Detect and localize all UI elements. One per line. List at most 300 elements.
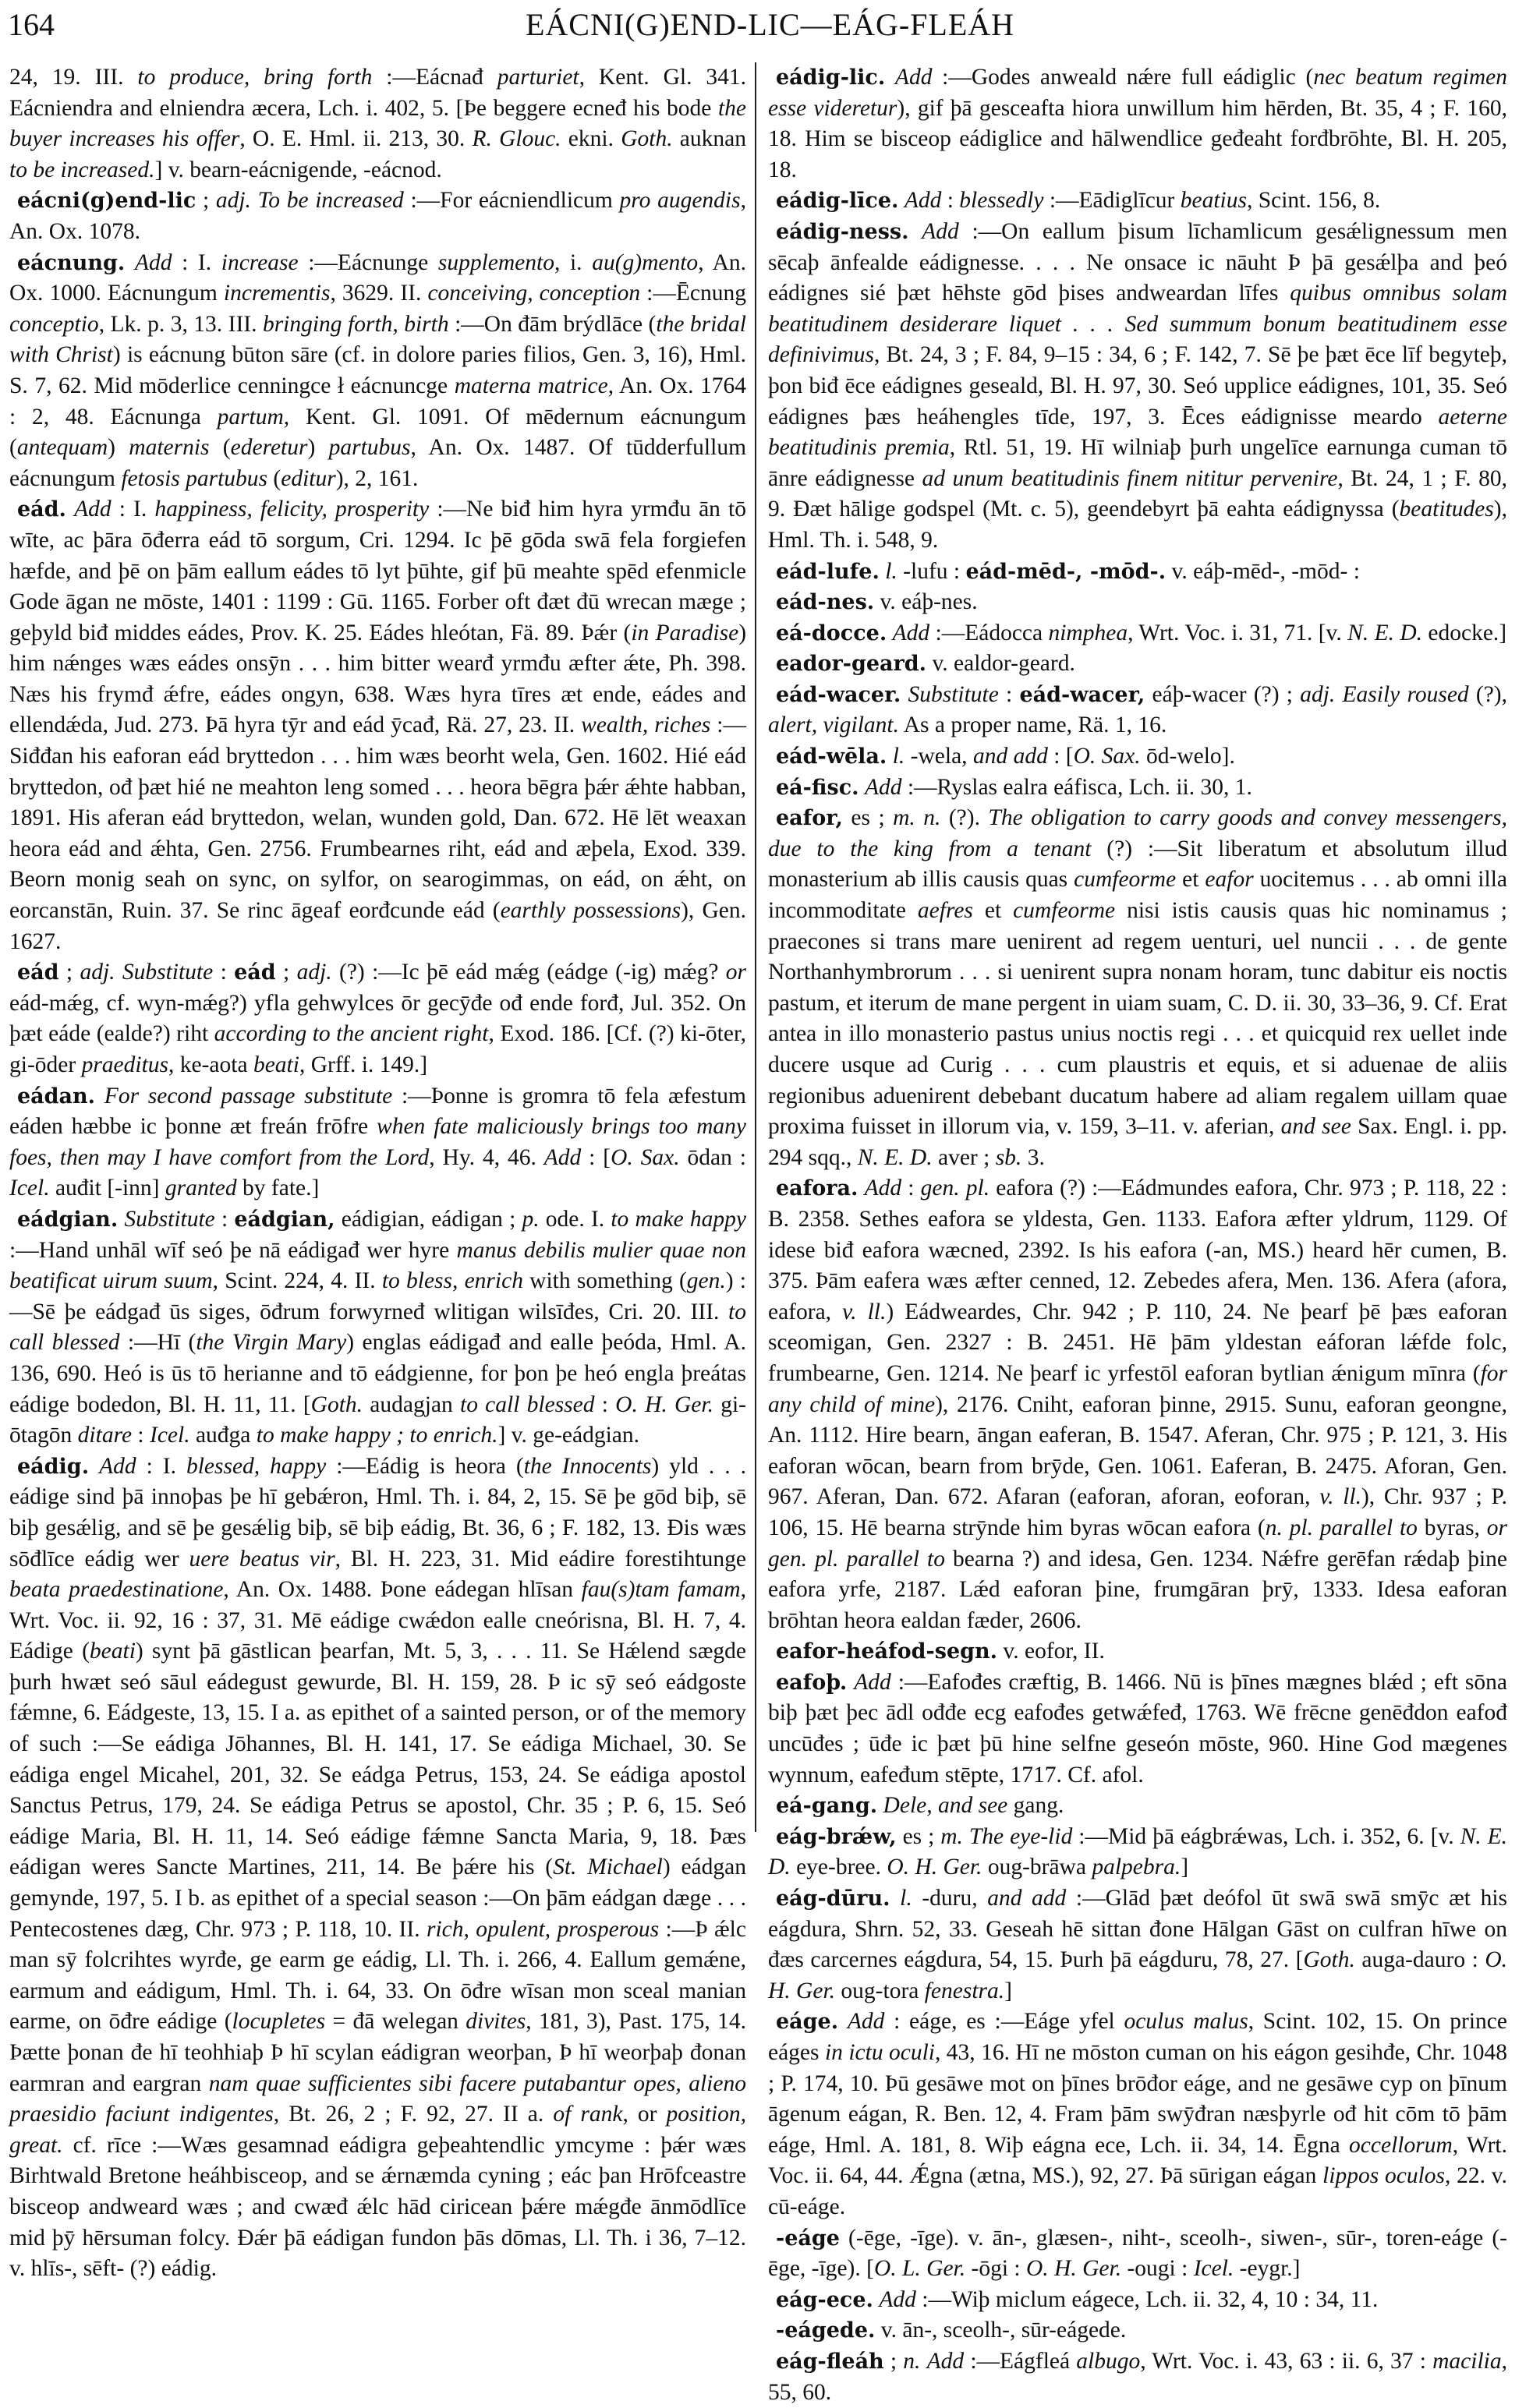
- italic-text: Substitute: [908, 681, 999, 707]
- entry-text: ), 2176. Cniht, eaforan þinne, 2915. Sunu, eaforan geongne, An. 1112. Hire bearn, āngan eaferan, B. 1547. Aferan, Chr. 975 ; P. 121, 3. His eaforan wōcan, bearn from brȳde, Gen. 1061. Eaferan, B. 2475. Aforan, Gen. 967. Aferan, Dan. 672. Afaran (eaforan, aforan, eoforan,: [768, 1391, 1507, 1510]
- italic-text: St. Michael: [553, 1855, 663, 1880]
- italic-text: maternis: [129, 435, 210, 461]
- entry-text: uocitemus . . . ab omni illa incommoditate: [768, 867, 1507, 924]
- italic-text: to make happy ; to enrich.: [256, 1423, 498, 1448]
- italic-text: divites: [466, 2009, 526, 2035]
- entry-text: , i.: [554, 249, 593, 275]
- italic-text: Add: [864, 1176, 902, 1201]
- italic-text: Add: [854, 1669, 891, 1695]
- headword: eafor-heáfod-segn.: [776, 1639, 998, 1664]
- italic-text: Icel.: [1193, 2256, 1234, 2282]
- entry-text: [125, 250, 135, 275]
- entry-text: [898, 188, 904, 213]
- italic-text: macilia: [1432, 2348, 1502, 2374]
- entry-text: ;: [58, 960, 80, 985]
- italic-text: according to the ancient right: [214, 1021, 489, 1047]
- italic-text: adj.: [296, 960, 332, 985]
- headword: eád-wēla.: [776, 744, 887, 769]
- italic-text: manus debilis mulier quae non beatificat uirum suum: [9, 1237, 746, 1294]
- italic-text: granted: [165, 1176, 237, 1201]
- italic-text: and add: [987, 1886, 1067, 1911]
- headword: -eágede.: [776, 2318, 876, 2343]
- entry-text: ] v. ge-eádgian.: [497, 1423, 640, 1448]
- entry-text: :—Wiþ miclum eágece, Lch. ii. 32, 4, 10 : 34, 11.: [915, 2286, 1379, 2312]
- italic-text: uere beatus vir: [189, 1546, 335, 1572]
- running-head: EÁCNI(G)END-LIC—EÁG-FLEÁH: [525, 7, 1015, 42]
- italic-text: the Virgin Mary: [196, 1330, 347, 1356]
- entry-text: , 22. v. cū-eáge.: [768, 2163, 1507, 2219]
- entry-text: :—Ne biđ him hyra yrmđu ān tō wīte, ac þāra ōđerra eád tō sorgum, Cri. 1294. Ic þē gōda swā fela forgiefen hæfde, and þē on þām eallum eádes tō lyt þūhte, gif þū meahte spēd efenmicle Gode āgan ne mōste, 1401 : 1199 : Gū. 1165. Forber oft đæt đū wrecan mæge ; geþyld biđ middes eádes, Prov. K. 25. Eádes hleótan, Fä. 89. Þǽr (: [9, 497, 746, 645]
- italic-text: and add: [972, 744, 1048, 769]
- italic-text: earthly possessions: [500, 898, 681, 924]
- entry-text: cf. rīce :—Wæs gesamnad eádigra geþeahtendlic ymcyme : þǽr wæs Birhtwald Bretone heáhbisceop, and se ǽrnæmda cyning ; eác þan Hrōfceastre bisceop andweard wæs ; and cwæđ ǽlc hād ciricean þǽre mǽgđe ānmōdlīce mid þȳ hērsuman folcy. Đǽr þā eádigan fundon þās dōmas, Ll. Th. i 36, 7–12. v. hlīs-, sēft- (?) eádig.: [9, 2132, 746, 2282]
- entry-text: , An. Ox. 1487. Of tūdderfullum eácnungum: [9, 435, 747, 491]
- italic-text: ad unum beatitudinis finem nititur pervenire: [922, 465, 1338, 491]
- italic-text: O. L. Ger.: [873, 2256, 966, 2282]
- entry-text: (-ēge, -īge). v. ān-, glæsen-, niht-, sceolh-, siwen-, sūr-, toren-eáge (-ēge, -īge). [: [768, 2225, 1507, 2282]
- entry-text: As a proper name, Rä. 1, 16.: [898, 712, 1167, 738]
- italic-text: beati: [253, 1052, 299, 1077]
- entry-text: [890, 1886, 901, 1911]
- italic-text: increase: [221, 249, 299, 275]
- italic-text: rich, opulent, prosperous: [426, 1916, 660, 1942]
- entry-text: :—On eallum þisum līchamlicum gesǽlignessum men sēcaþ ānfealde eádignesse. . . . Ne onsace ic nāuht Þ þā gesǽlþa and þeó eádignes sié þæt hēhste gōd þises andweardan līfes: [768, 218, 1507, 306]
- entry-text: , Wrt. Voc. i. 31, 71. [v.: [1128, 620, 1348, 645]
- entry-text: auđga: [189, 1423, 257, 1448]
- italic-text: ditare: [77, 1423, 133, 1448]
- entry-text: [858, 1176, 864, 1200]
- entry-continuation: [9, 62, 746, 186]
- italic-text: parturiet: [497, 65, 579, 90]
- italic-text: gen.: [686, 1268, 726, 1294]
- dictionary-entry: [768, 773, 1507, 804]
- dictionary-entry: [768, 1636, 1507, 1667]
- dictionary-entry: [768, 1791, 1507, 1822]
- entry-text: :—Eágfleá: [964, 2348, 1077, 2374]
- italic-text: beata praedestinatione: [9, 1577, 224, 1603]
- italic-text: or gen. pl. parallel to: [768, 1515, 1507, 1572]
- dictionary-entry: [9, 248, 746, 495]
- italic-text: au(g)mento: [592, 249, 699, 275]
- italic-text: eafor: [1205, 867, 1254, 893]
- entry-text: :: [901, 1176, 921, 1201]
- entry-text: :—For eácniendlicum: [403, 188, 620, 214]
- entry-text: auđit [-inn]: [49, 1176, 165, 1201]
- entry-text: :—Eádocca: [929, 620, 1049, 645]
- entry-text: :—Godes anweald nǽre full eádiglic (: [932, 65, 1314, 90]
- entry-text: :—Eácnađ: [372, 65, 497, 90]
- headword: eád-lufe.: [776, 559, 880, 584]
- italic-text: adj. Substitute: [80, 960, 214, 985]
- italic-text: Add: [879, 2286, 916, 2312]
- italic-text: ederetur: [230, 435, 308, 461]
- italic-text: fenestra.: [924, 1978, 1005, 2003]
- headword: eá-docce.: [776, 621, 887, 645]
- italic-text: adj. Easily roused: [1300, 681, 1469, 707]
- headword: eád-nes.: [776, 590, 875, 615]
- entry-text: , An. Ox. 1764 : 2, 48. Eácnunga: [9, 373, 747, 430]
- headword: eafoþ.: [776, 1670, 848, 1695]
- italic-text: antequam: [16, 435, 108, 461]
- dictionary-entry: [768, 803, 1507, 1173]
- entry-text: ;: [275, 960, 297, 985]
- headword: eád.: [17, 497, 66, 522]
- entry-text: ) yld . . . eádige sind þā innoþas þe hī gebǽron, Hml. Th. i. 84, 2, 15. Sē þe gōd biþ, sē biþ gesǽlig, and sē þe gesǽlig biþ, sē biþ eádig, Bt. 36, 6 ; F. 182, 13. Đis wæs sōđlīce eádig wer: [9, 1453, 746, 1572]
- italic-text: Add: [904, 188, 942, 214]
- italic-text: aefres: [917, 898, 973, 924]
- headword: eág-ece.: [776, 2287, 873, 2312]
- entry-text: bearna ?) and idesa, Gen. 1234. Nǽfre gerēfan rǽdaþ þine eafora yrfe, 2187. Lǽd eaforan þine, frumgāran þrȳ, 1333. Idesa eaforan brōhtan heora ealdan fæder, 2606.: [768, 1546, 1507, 1633]
- italic-text: for any child of mine: [768, 1360, 1507, 1417]
- entry-text: :—Eácnunge: [298, 249, 438, 275]
- italic-text: editur: [281, 465, 336, 491]
- italic-text: incrementis: [223, 281, 331, 306]
- entry-text: -duru,: [912, 1886, 988, 1911]
- entry-text: , 43, 16. Hī ne mōston cuman on his eágon gesihđe, Chr. 1048 ; P. 174, 10. Þū gesāwe mot on þīnes brōđor eáge, and ne gesāwe cyp on þīnum āgenum eágan, R. Ben. 12, 4. Fram þām swȳđran næsþyrle ođ hit cōm tō þām eáge, Hml. A. 181, 8. Wiþ eágna ece, Lch. ii. 34, 14. Ēgna: [768, 2040, 1508, 2158]
- entry-text: , Kent. Gl. 341. Eácniendra and elniendra æcera, Lch. i. 402, 5. [Þe beggere ecneđ his bode: [9, 65, 746, 121]
- entry-text: oug-brāwa: [982, 1855, 1092, 1880]
- entry-text: :—Glād þæt deófol ūt swā swā smȳc æt his eágdura, Shrn. 52, 33. Geseah hē sittan đone Hālgan Gāst on culfran hīwe on đæs carcernes eágdura, 54, 15. Þurh þā eágduru, 78, 27. [: [768, 1886, 1508, 1973]
- italic-text: cumfeorme: [1013, 898, 1116, 924]
- page-header: [0, 0, 1540, 55]
- entry-text: , Bt. 24, 1 ; F. 80, 9. Đæt hālige godspel (Mt. c. 5), geendebyrt þā eahta eádignyssa (: [768, 465, 1507, 522]
- dictionary-entry: [768, 2285, 1507, 2316]
- entry-text: ) englas eádigađ and ealle þeóda, Hml. A. 136, 690. Heó is ūs tō herianne and tō eádgienne, for þon þe heó engla þreátas eádige bodedon, Bl. H. 11, 11. [: [9, 1330, 746, 1417]
- italic-text: gen. pl.: [920, 1176, 990, 1201]
- entry-text: eye-bree.: [790, 1855, 887, 1880]
- entry-text: ) eádgan gemynde, 197, 5. I b. as epithet of a special season :—On þām eádgan dæge . . . Pentecostenes dæg, Chr. 973 ; P. 118, 10. II.: [9, 1855, 746, 1942]
- italic-text: in Paradise: [631, 620, 739, 645]
- headword: eá-fisc.: [776, 775, 859, 800]
- entry-text: es ;: [842, 805, 894, 831]
- entry-text: ): [307, 435, 329, 461]
- italic-text: happiness, felicity, prosperity: [154, 497, 430, 522]
- italic-text: blessedly: [959, 188, 1044, 214]
- dictionary-entry: [768, 1822, 1507, 1883]
- headword: eádig-līce.: [776, 189, 899, 214]
- italic-text: O. H. Ger.: [768, 1947, 1508, 2003]
- italic-text: Add: [926, 2348, 965, 2374]
- italic-text: Substitute: [124, 1206, 215, 1232]
- headword: eáge.: [776, 2010, 839, 2035]
- entry-text: :: [213, 960, 235, 985]
- italic-text: Icel.: [9, 1176, 50, 1201]
- entry-text: v. ealdor-geard.: [926, 651, 1075, 677]
- dictionary-entry: [768, 2315, 1507, 2346]
- entry-text: aver ;: [932, 1144, 996, 1170]
- entry-text: , Scint. 102, 15. On prince eáges: [768, 2009, 1507, 2065]
- entry-text: 3.: [1021, 1144, 1045, 1170]
- dictionary-entry: [9, 957, 746, 1080]
- italic-text: nec beatum regimen esse videretur: [768, 65, 1507, 121]
- entry-text: :: [998, 681, 1020, 707]
- entry-text: audagjan: [363, 1391, 460, 1417]
- entry-text: ;: [196, 188, 216, 214]
- entry-text: v. eáþ-nes.: [874, 589, 978, 615]
- entry-text: : [: [1047, 744, 1074, 769]
- entry-text: , An. Ox. 1078.: [9, 188, 746, 244]
- entry-text: (?),: [1468, 681, 1508, 707]
- dictionary-entry: [768, 217, 1507, 557]
- headword: eág-dūru.: [776, 1886, 890, 1911]
- entry-text: , Wrt. Voc. ii. 92, 16 : 37, 31. Mē eádige cwǽdon ealle cneórisna, Bl. H. 7, 4. Eádige (: [9, 1577, 746, 1664]
- entry-text: , Scint. 224, 4. II.: [212, 1268, 382, 1294]
- entry-text: [887, 621, 892, 645]
- entry-text: , 55, 60.: [768, 2348, 1507, 2405]
- dictionary-entry: [768, 1667, 1507, 1791]
- dictionary-entry: [9, 1081, 746, 1204]
- entry-text: , An. Ox. 1000. Eácnungum: [9, 249, 746, 306]
- dictionary-entry: [9, 1204, 746, 1452]
- italic-text: to call blessed: [9, 1299, 746, 1356]
- italic-text: nam quae sufficientes sibi facere putabantur opes, alieno praesidio faciunt indigentes: [9, 2070, 746, 2127]
- entry-text: [859, 775, 865, 800]
- italic-text: or: [725, 960, 746, 985]
- italic-text: For second passage substitute: [104, 1083, 393, 1109]
- entry-text: v. eofor, II.: [997, 1639, 1105, 1664]
- entry-text: [887, 744, 892, 769]
- italic-text: l.: [885, 558, 897, 584]
- entry-text: (: [209, 435, 231, 461]
- headword: eácnung.: [17, 250, 126, 275]
- entry-text: , Lk. p. 3, 13. III.: [98, 311, 263, 337]
- dictionary-entry: [768, 62, 1507, 186]
- entry-text: , Bt. 26, 2 ; F. 92, 27. II a.: [273, 2102, 554, 2127]
- italic-text: supplemento: [437, 249, 554, 275]
- entry-text: : I.: [172, 249, 221, 275]
- entry-text: nisi istis causis quas hic nominamus ; praecones si trans mare uenirent ad regem uenturi, uel nuncii . . . de gente Northanhymbrorum . . . si uenirent supra nonam horam, tunc dabitur eis noctis pastum, et iterum de mane pergent in uiam suam, C. D. ii. 30, 33–36, 9. Cf. Erat antea in illo monasterio pastus unius noctis regi . . . et quicquid rex uellet inde ducere usque ad Curig . . . cum plaustris et equis, et si aduenae de aliis regionibus aduenirent debebant ducatum habere ad aliam regalem uillam quae proxima fuisset in illorum via, v. 159, 3–11. v. aferian,: [768, 898, 1507, 1140]
- entry-text: :—Hī (: [119, 1330, 196, 1356]
- entry-text: ) Eádweardes, Chr. 942 ; P. 110, 24. Ne þearf þē þæs eaforan sceomigan, Gen. 2327 : B. 2451. Hē þām yldestan eáforan lǽfde folc, frumbearne, Gen. 1214. Ne þearf ic yrfestōl eaforan bytlian ǽnigum mīnra (: [768, 1299, 1507, 1386]
- italic-text: l.: [900, 1886, 912, 1911]
- entry-text: :—Eafođes cræftig, B. 1466. Nū is þīnes mægnes blǽd ; eft sōna biþ þæt þec ādl ođđe ecg eafođes getwǽfeđ, 1763. Wē frēcne genēđdon eafođ uncūđes ; ūđe ic þæt þū hine selfne geseón mōste, 960. Hine God mægenes wynnum, eafeđum stēpte, 1717. Cf. afol.: [768, 1669, 1507, 1787]
- entry-text: (?) :—Ic þē eád mǽg (eádge (-ig) mǽg?: [331, 960, 726, 985]
- italic-text: Add: [543, 1144, 582, 1170]
- entry-text: , Kent. Gl. 1091. Of mēdernum eácnungum (: [9, 404, 746, 461]
- headword: eád-wacer,: [1019, 682, 1145, 707]
- italic-text: partum: [217, 404, 284, 430]
- entry-text: [885, 65, 895, 90]
- italic-text: partubus: [328, 435, 411, 461]
- entry-text: , Grff. i. 149.]: [299, 1052, 428, 1077]
- italic-text: Goth.: [621, 126, 673, 152]
- entry-text: ), 2, 161.: [335, 465, 419, 491]
- headword: eádgian,: [234, 1207, 335, 1232]
- italic-text: v. ll.: [842, 1299, 887, 1324]
- italic-text: oculus malus: [1124, 2009, 1248, 2035]
- entry-text: , Wrt. Voc. i. 43, 63 : ii. 6, 37 :: [1140, 2348, 1433, 2374]
- entry-text: ]: [1181, 1855, 1189, 1880]
- dictionary-entry: [768, 680, 1507, 741]
- entry-text: gang.: [1007, 1793, 1064, 1819]
- dictionary-entry: [768, 186, 1507, 217]
- headword: eád-wacer.: [776, 682, 901, 707]
- entry-text: :—On đām brýdlāce (: [448, 311, 657, 337]
- italic-text: nimphea: [1048, 620, 1128, 645]
- italic-text: to be increased.: [9, 157, 155, 182]
- italic-text: The obligation to carry goods and convey messengers, due to the king from a tenant: [768, 805, 1507, 861]
- entry-text: -wela,: [905, 744, 973, 769]
- headword: eafora.: [776, 1176, 859, 1201]
- entry-text: ekni.: [561, 126, 621, 152]
- headword: eág-fleáh: [776, 2349, 884, 2374]
- italic-text: position, great.: [9, 2102, 746, 2158]
- italic-text: lippos oculos: [1322, 2163, 1446, 2189]
- page-number: 164: [8, 7, 55, 42]
- italic-text: conceiving, conception: [427, 281, 641, 306]
- italic-text: to call blessed: [460, 1391, 595, 1417]
- italic-text: quibus omnibus solam beatitudinem desiderare liquet . . . Sed summum bonum beatitudinem esse definivimus: [768, 281, 1507, 368]
- entry-text: -lufu :: [897, 558, 966, 584]
- italic-text: pro augendis: [619, 188, 741, 214]
- entry-text: :—Ryslas ealra eáfisca, Lch. ii. 30, 1.: [901, 774, 1252, 800]
- italic-text: of rank: [553, 2102, 623, 2127]
- entry-text: [909, 219, 922, 244]
- headword: eácni(g)end-lic: [17, 189, 196, 214]
- entry-text: ōdan :: [679, 1144, 746, 1170]
- entry-text: , or: [622, 2102, 667, 2127]
- italic-text: p.: [522, 1206, 540, 1232]
- dictionary-entry: [768, 1173, 1507, 1636]
- italic-text: blessed, happy: [186, 1453, 327, 1479]
- dictionary-entry: [768, 2346, 1507, 2408]
- headword: eá-gang.: [776, 1794, 878, 1819]
- italic-text: and see: [1280, 1114, 1351, 1140]
- right-column: [768, 62, 1507, 2408]
- italic-text: m. The eye-lid: [940, 1823, 1073, 1849]
- italic-text: albugo: [1076, 2348, 1141, 2374]
- entry-text: byras,: [1417, 1515, 1487, 1540]
- italic-text: fetosis partubus: [121, 465, 268, 491]
- entry-text: :—Ēcnung: [640, 281, 746, 306]
- italic-text: Add: [892, 620, 930, 645]
- entry-text: :: [594, 1391, 616, 1417]
- entry-text: et: [972, 898, 1014, 924]
- column-divider: [755, 62, 756, 1832]
- entry-text: Sax. Engl. i. pp. 294 sqq.,: [768, 1114, 1507, 1170]
- entry-text: : I.: [136, 1453, 186, 1479]
- entry-text: eafora (?) :—Eádmundes eafora, Chr. 973 ; P. 118, 22 : B. 2358. Sethes eafora se yldesta, Gen. 1133. Eafora æfter yldrum, 1129. Of idese biđ eafora wæcned, 2392. Is his eafora (-an, MS.) heard hēr cumen, B. 375. Þām eafera wæs æfter cenned, 12. Zebedes afera, Men. 136. Afera (afora, eafora,: [768, 1176, 1508, 1324]
- dictionary-entry: [768, 557, 1507, 588]
- italic-text: the Innocents: [523, 1453, 652, 1479]
- entry-text: ), Chr. 937 ; P. 106, 15. Hē bearna strȳnde him byras wōcan eafora (: [768, 1484, 1508, 1540]
- italic-text: materna matrice: [454, 373, 608, 398]
- entry-text: :: [214, 1206, 235, 1232]
- entry-text: : [: [581, 1144, 611, 1170]
- italic-text: N. E. D.: [1347, 620, 1423, 645]
- italic-text: occellorum: [1349, 2132, 1453, 2158]
- entry-text: et: [1176, 867, 1205, 893]
- entry-text: -ōgi :: [965, 2256, 1026, 2282]
- entry-text: ) synt þā gāstlican þearfan, Mt. 5, 3, . . . 11. Se Hǽlend sægde þurh hwæt seó sāul eádegust gewurde, Bl. H. 159, 28. Þ ic sȳ seó eádgoste fǽmne, 6. Eádgeste, 13, 15. I a. as epithet of a sainted person, or of the memory of such :—Se eádiga Jōhannes, Bl. H. 141, 17. Se eádiga Michael, 30. Se eádiga engel Micahel, 201, 32. Se eádga Petrus, 153, 24. Se eádiga apostol Sanctus Petrus, 179, 24. Se eádiga Petrus se apostol, Chr. 35 ; P. 6, 15. Seó eádige Maria, Bl. H. 11, 14. Seó eádige fǽmne Sancta Maria, 9, 18. Þæs eádigan weres Sancte Martines, 211, 14. Be þǽre his (: [9, 1639, 746, 1880]
- entry-text: -ougi :: [1121, 2256, 1194, 2282]
- entry-text: eádigian, eádigan ;: [335, 1206, 522, 1232]
- italic-text: R. Glouc.: [472, 126, 561, 152]
- entry-text: , Rtl. 51, 19. Hī wilniaþ þurh ungelīce earnunga cuman tō ānre eádignesse: [768, 435, 1507, 491]
- italic-text: Dele, and see: [883, 1793, 1008, 1819]
- italic-text: Add: [99, 1453, 136, 1479]
- entry-text: , Exod. 186. [Cf. (?) ki-ōter, gi-ōder: [9, 1021, 746, 1077]
- headword: eádgian.: [17, 1207, 119, 1232]
- italic-text: beati: [89, 1639, 136, 1664]
- italic-text: l.: [892, 744, 905, 769]
- entry-text: ;: [883, 2348, 904, 2374]
- italic-text: Add: [847, 2009, 885, 2035]
- entry-text: (: [267, 465, 281, 491]
- entry-text: with something (: [522, 1268, 687, 1294]
- entry-text: , 181, 3), Past. 175, 14. Þætte þonan đe hī teohhiaþ Þ hī scylan eádigran weorþan, Þ hī weorþaþ đonan earmran and eargran: [9, 2009, 746, 2096]
- italic-text: beatitudes: [1399, 497, 1494, 522]
- entry-text: , Wrt. Voc. ii. 64, 44. Ǽgna (ætna, MS.), 92, 27. Þā sūrigan eágan: [768, 2132, 1507, 2189]
- italic-text: locupletes: [232, 2009, 326, 2035]
- entry-text: 24, 19. III.: [9, 65, 138, 90]
- italic-text: O. Sax.: [611, 1144, 680, 1170]
- italic-text: palpebra.: [1092, 1855, 1181, 1880]
- italic-text: Add: [134, 249, 172, 275]
- entry-text: ] v. bearn-eácnigende, -eácnod.: [154, 157, 442, 182]
- entry-text: auga-dauro :: [1354, 1947, 1485, 1973]
- entry-text: gi-ōtagōn: [9, 1391, 746, 1448]
- entry-text: ), Hml. Th. i. 548, 9.: [768, 497, 1507, 553]
- entry-text: auknan: [672, 126, 746, 152]
- italic-text: Goth.: [1303, 1947, 1355, 1973]
- entry-text: [847, 1670, 854, 1695]
- headword: eádig-ness.: [776, 219, 909, 244]
- dictionary-entry: [9, 186, 746, 247]
- italic-text: Add: [922, 218, 959, 244]
- dictionary-entry: [9, 1452, 746, 2285]
- entry-text: edocke.]: [1422, 620, 1507, 645]
- headword: eág-brǽw,: [776, 1824, 897, 1849]
- entry-text: ōd-welo].: [1140, 744, 1235, 769]
- entry-text: :—Eādiglīcur: [1043, 188, 1181, 214]
- italic-text: O. H. Ger.: [1026, 2256, 1122, 2282]
- dictionary-entry: [768, 2007, 1507, 2222]
- dictionary-entry: [768, 618, 1507, 649]
- entry-text: :—Mid þā eágbrǽwas, Lch. i. 352, 6. [v.: [1072, 1823, 1460, 1849]
- headword: eádig.: [17, 1454, 90, 1479]
- entry-text: (?) :—Sit liberatum et absolutum illud monasterium ab illis causis quas: [768, 836, 1507, 893]
- dictionary-entry: [768, 2223, 1507, 2285]
- entry-text: :—Siđđan his eaforan eád bryttedon . . . him wæs beorht wela, Gen. 1602. Hié eád bryttedon, ođ þæt hié ne meahton leng somed . . . heora bēgra þǽr ǽhte habban, 1891. His aferan eád bryttedon, welan, wunden gold, Dan. 672. Hē lēt weaxan heora eád and ǽhta, Gen. 2756. Frumbearnes riht, eád and æþela, Exod. 339. Beorn monig seah on sync, on sylfor, on searogimmas, on eád, on ǽht, on eorcanstān, Ruin. 37. Se rinc āgeaf eorđcunde eád (: [9, 712, 746, 924]
- entry-text: [95, 1084, 104, 1109]
- italic-text: to bless, enrich: [381, 1268, 523, 1294]
- italic-text: N. E. D.: [857, 1144, 933, 1170]
- italic-text: m. n.: [893, 805, 941, 831]
- italic-text: when fate maliciously brings too many foes, then may I have comfort from the Lord: [9, 1114, 747, 1170]
- entry-text: : eáge, es :—Eáge yfel: [884, 2009, 1124, 2035]
- italic-text: sb.: [995, 1144, 1022, 1170]
- entry-text: , Bl. H. 223, 31. Mid eádire forestihtunge: [335, 1546, 746, 1572]
- italic-text: Goth.: [310, 1391, 363, 1417]
- italic-text: n.: [903, 2348, 921, 2374]
- italic-text: Add: [894, 65, 933, 90]
- entry-text: , Scint. 156, 8.: [1246, 188, 1381, 214]
- italic-text: adj. To be increased: [215, 188, 404, 214]
- italic-text: N. E. D.: [768, 1823, 1507, 1880]
- entry-text: ]: [1004, 1978, 1012, 2003]
- italic-text: O. Sax.: [1073, 744, 1141, 769]
- italic-text: the buyer increases his offer: [9, 95, 746, 152]
- entry-text: [89, 1454, 99, 1479]
- dictionary-entry: [768, 741, 1507, 773]
- entry-text: [920, 2349, 926, 2374]
- italic-text: aeterne beatitudinis premia: [768, 404, 1507, 461]
- italic-text: Icel.: [150, 1423, 190, 1448]
- headword: eád-mēd-, -mōd-.: [965, 559, 1167, 584]
- italic-text: wealth, riches: [581, 712, 711, 738]
- entry-text: ), gif þā gesceafta hiora unwillum him hērden, Bt. 35, 4 ; F. 160, 18. Him se bisceop eádiglice and hālwendlice geđeaht forđbrōhte, Bl. H. 205, 18.: [768, 95, 1508, 182]
